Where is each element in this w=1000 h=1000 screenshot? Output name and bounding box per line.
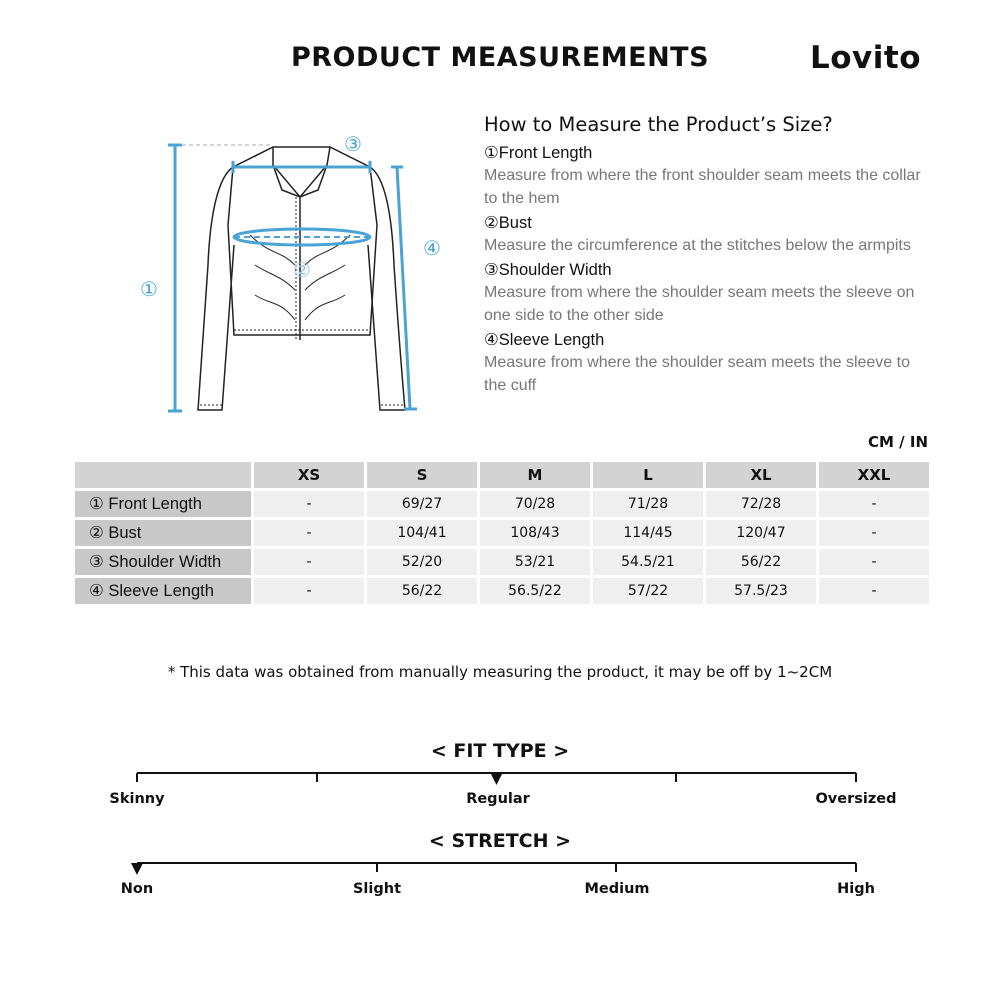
size-header: M bbox=[480, 462, 590, 488]
table-cell: 108/43 bbox=[480, 520, 590, 546]
size-table bbox=[72, 459, 932, 607]
table-cell: - bbox=[819, 549, 929, 575]
howto-heading: How to Measure the Product’s Size? bbox=[484, 113, 833, 136]
fit-type-title: < FIT TYPE > bbox=[430, 740, 570, 762]
table-cell: 54.5/21 bbox=[593, 549, 703, 575]
table-cell: 53/21 bbox=[480, 549, 590, 575]
howto-term-shoulder-width: ③Shoulder Width bbox=[484, 261, 612, 279]
size-header: XS bbox=[254, 462, 364, 488]
howto-term-bust: ②Bust bbox=[484, 214, 532, 232]
table-cell: 72/28 bbox=[706, 491, 816, 517]
table-cell: 114/45 bbox=[593, 520, 703, 546]
brand-logo: Lovito bbox=[810, 40, 922, 76]
measurement-note: * This data was obtained from manually measuring the product, it may be off by 1~2CM bbox=[167, 663, 833, 681]
stretch-label-non: Non bbox=[120, 881, 154, 897]
stretch-label-high: High bbox=[837, 881, 875, 897]
table-header-row bbox=[75, 462, 929, 488]
howto-term-sleeve-length: ④Sleeve Length bbox=[484, 331, 605, 349]
stretch-label-medium: Medium bbox=[584, 881, 650, 897]
table-row bbox=[75, 578, 929, 604]
howto-desc-sleeve-length: Measure from where the shoulder seam meets the sleeve to the cuff bbox=[484, 354, 910, 394]
table-cell: 56.5/22 bbox=[480, 578, 590, 604]
table-cell: 120/47 bbox=[706, 520, 816, 546]
marker-bust: ② bbox=[293, 258, 311, 282]
fit-label-skinny: Skinny bbox=[109, 791, 165, 807]
size-header: XXL bbox=[819, 462, 929, 488]
how-to-measure bbox=[484, 113, 924, 397]
howto-desc-shoulder-width: Measure from where the shoulder seam meets the sleeve on one side to the other side bbox=[484, 284, 915, 324]
marker-front-length: ① bbox=[140, 277, 158, 301]
table-cell: 56/22 bbox=[367, 578, 477, 604]
row-label: ④ Sleeve Length bbox=[75, 578, 251, 604]
stretch-label-slight: Slight bbox=[352, 881, 402, 897]
table-cell: 104/41 bbox=[367, 520, 477, 546]
howto-desc-bust: Measure the circumference at the stitches below the armpits bbox=[484, 237, 911, 254]
table-cell: - bbox=[819, 520, 929, 546]
table-cell: 56/22 bbox=[706, 549, 816, 575]
stretch-indicator-icon bbox=[131, 863, 143, 875]
table-row bbox=[75, 491, 929, 517]
size-header: S bbox=[367, 462, 477, 488]
row-label: ② Bust bbox=[75, 520, 251, 546]
fit-type-indicator-icon bbox=[491, 773, 503, 785]
table-cell: - bbox=[254, 520, 364, 546]
marker-sleeve-length: ④ bbox=[423, 236, 441, 260]
row-label: ① Front Length bbox=[75, 491, 251, 517]
size-header: XL bbox=[706, 462, 816, 488]
table-cell: - bbox=[254, 549, 364, 575]
table-row bbox=[75, 520, 929, 546]
table-cell: - bbox=[819, 578, 929, 604]
table-row bbox=[75, 549, 929, 575]
table-cell: - bbox=[254, 578, 364, 604]
fit-label-oversized: Oversized bbox=[815, 791, 897, 807]
table-cell: 70/28 bbox=[480, 491, 590, 517]
table-corner-cell bbox=[75, 462, 251, 488]
marker-shoulder-width: ③ bbox=[344, 132, 362, 156]
stretch-title: < STRETCH > bbox=[428, 830, 572, 852]
table-cell: - bbox=[819, 491, 929, 517]
fit-label-regular: Regular bbox=[466, 791, 530, 807]
table-cell: 52/20 bbox=[367, 549, 477, 575]
table-cell: 69/27 bbox=[367, 491, 477, 517]
table-cell: 57/22 bbox=[593, 578, 703, 604]
table-cell: - bbox=[254, 491, 364, 517]
row-label: ③ Shoulder Width bbox=[75, 549, 251, 575]
size-header: L bbox=[593, 462, 703, 488]
page-title: PRODUCT MEASUREMENTS bbox=[290, 42, 710, 73]
howto-desc-front-length: Measure from where the front shoulder seam meets the collar to the hem bbox=[484, 167, 921, 207]
table-cell: 71/28 bbox=[593, 491, 703, 517]
unit-label: CM / IN bbox=[868, 433, 928, 451]
garment-diagram bbox=[130, 125, 460, 425]
table-cell: 57.5/23 bbox=[706, 578, 816, 604]
howto-term-front-length: ①Front Length bbox=[484, 144, 593, 162]
